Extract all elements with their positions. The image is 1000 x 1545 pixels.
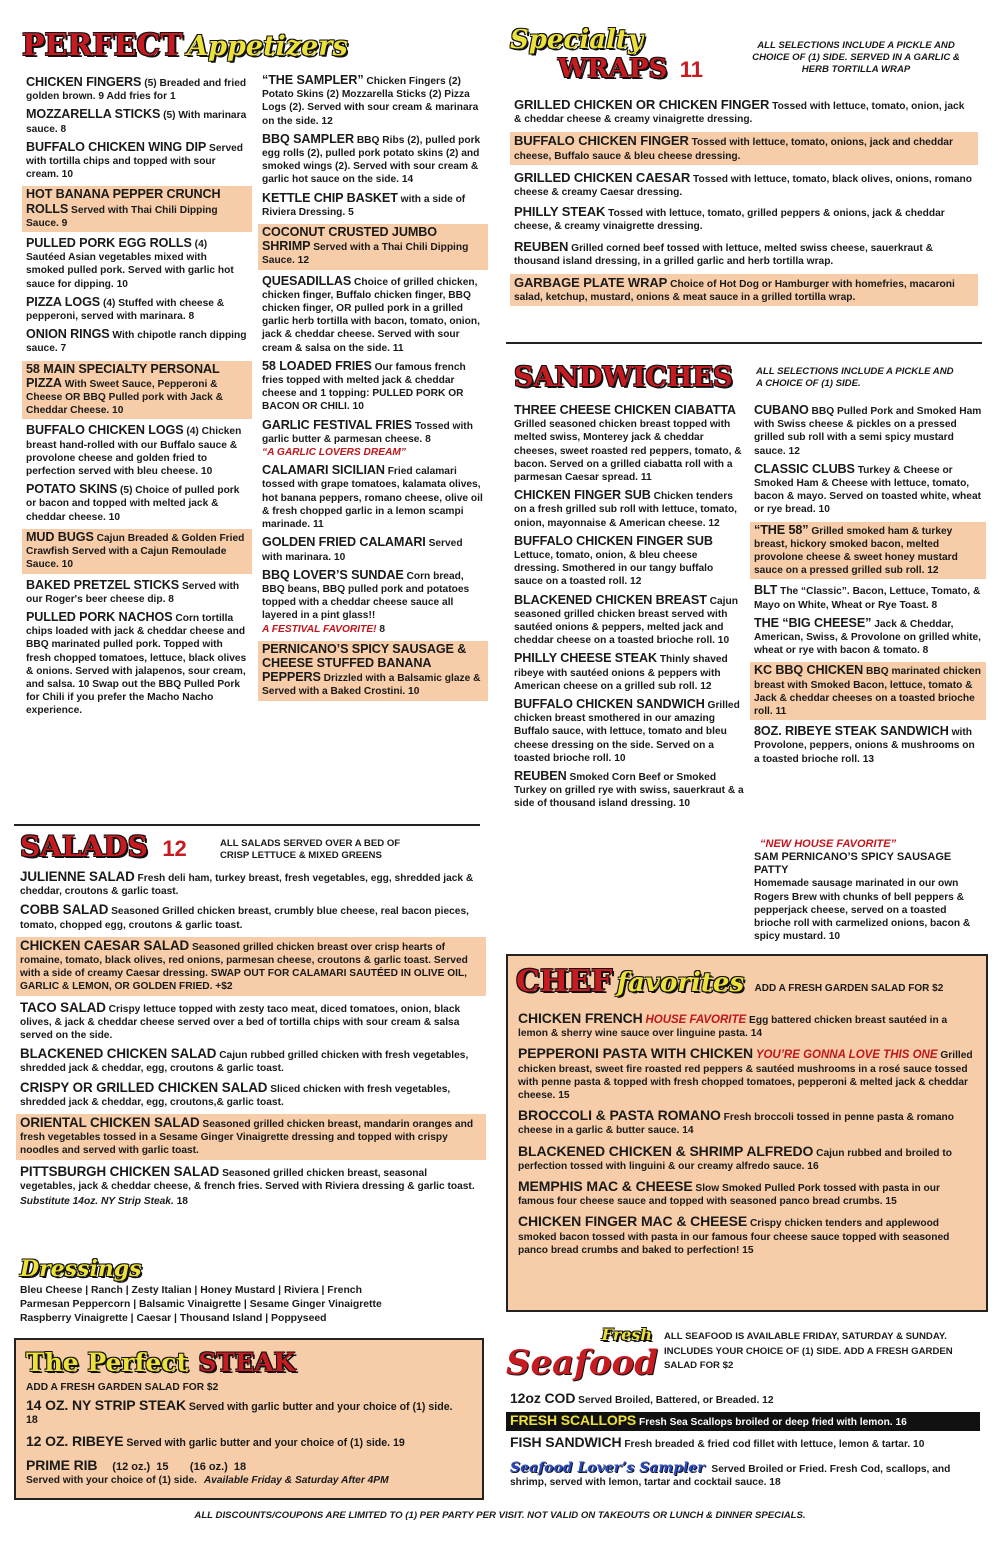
menu-item-name: CHICKEN FINGER SUB <box>514 488 651 503</box>
chef-item-name: CHICKEN FRENCH <box>518 1010 643 1026</box>
chef-item-tag: YOU’RE GONNA LOVE THIS ONE <box>755 1049 938 1062</box>
menu-item-name: COCONUT CRUSTED JUMBO SHRIMP <box>262 225 437 254</box>
chef-item <box>518 1012 974 1040</box>
menu-item <box>26 611 248 718</box>
menu-item <box>20 1047 482 1075</box>
menu-item <box>26 76 248 103</box>
menu-item <box>262 419 484 460</box>
menu-item-desc: Grilled corned beef tossed with lettuce, melted swiss cheese, sauerkraut & thousand island dressing, in a grilled garlic and herb tortilla wrap. <box>514 242 933 267</box>
chef-item-name: PEPPERONI PASTA WITH CHICKEN <box>518 1045 753 1062</box>
steak-title-a: The Perfect <box>26 1348 189 1377</box>
menu-item <box>22 361 252 420</box>
seafood-sampler-desc: Served Broiled or Fried. Fresh Cod, scallops, and shrimp, served with lemon, tartar and cocktail sauce. 18 <box>510 1464 951 1489</box>
appetizers-title-a: PERFECT <box>22 28 183 63</box>
menu-item-name: KETTLE CHIP BASKET <box>262 190 398 205</box>
menu-item-desc: Choice of Hot Dog or Hamburger with homefries, macaroni salad, ketchup, mustard, onions & meat sauce in a grilled tortilla wrap. <box>514 279 955 304</box>
menu-item-desc: Thinly shaved ribeye with sautéed onions & peppers with American cheese on a grilled sub roll. 12 <box>514 654 728 692</box>
menu-item <box>514 770 744 811</box>
salad-substitute-price: 18 <box>176 1196 188 1208</box>
menu-item <box>16 937 486 996</box>
steak-title-b: STEAK <box>198 1348 296 1377</box>
menu-item <box>26 424 248 478</box>
menu-item-name: MUD BUGS <box>26 529 94 544</box>
menu-item-name: PITTSBURGH CHICKEN SALAD <box>20 1163 220 1179</box>
menu-item-desc: The “Classic”. Bacon, Lettuce, Tomato, & Mayo on White, Wheat or Rye Toast. 8 <box>754 586 981 611</box>
chef-item <box>518 1142 974 1173</box>
dressings-line-2: Parmesan Peppercorn | Balsamic Vinaigrette | Sesame Ginger Vinaigrette <box>20 1299 382 1310</box>
menu-item <box>262 192 484 219</box>
chef-item-name: BROCCOLI & PASTA ROMANO <box>518 1107 721 1124</box>
steak-item-name: 12 OZ. RIBEYE <box>26 1433 124 1450</box>
menu-item-desc: Served with tortilla chips and topped with sour cream. 10 <box>26 142 244 181</box>
menu-item <box>754 404 982 458</box>
menu-item-name: CALAMARI SICILIAN <box>262 463 385 478</box>
menu-item <box>262 360 484 414</box>
salads-top-rule <box>14 824 480 826</box>
appetizers-right-column <box>262 74 484 706</box>
menu-item <box>258 641 488 701</box>
menu-item-desc: Choice of grilled chicken, chicken finger, Buffalo chicken finger, BBQ chicken finger, OR pulled pork in a grilled garlic herb tortilla with bacon, tomato, onion, jack & cheddar cheese. Served with sour cream & salsa on the side. 11 <box>262 276 480 354</box>
menu-item <box>26 141 248 182</box>
menu-item-name: 58 MAIN SPECIALTY PERSONAL PIZZA <box>26 361 220 390</box>
menu-item <box>514 652 744 693</box>
menu-item <box>750 522 986 580</box>
menu-item <box>514 594 744 648</box>
menu-item <box>262 569 484 636</box>
menu-item-desc: Tossed with lettuce, tomato, onion, jack & cheddar cheese & creamy vinaigrette dressing. <box>514 101 965 126</box>
menu-item-name: JULIENNE SALAD <box>20 869 135 884</box>
menu-item-name: GARBAGE PLATE WRAP <box>514 275 668 291</box>
menu-item-name: REUBEN <box>514 769 567 784</box>
wraps-note: ALL SELECTIONS INCLUDE A PICKLE AND CHOICE OF (1) SIDE. SERVED IN A GARLIC & HERB TORTILLA WRAP <box>752 40 960 75</box>
menu-item <box>26 579 248 606</box>
menu-item-name: POTATO SKINS <box>26 482 118 497</box>
chef-item-desc: Fresh broccoli tossed in penne pasta & romano cheese in a garlic & butter sauce. 14 <box>518 1112 955 1137</box>
menu-item <box>20 1081 482 1109</box>
menu-item-desc: BBQ Ribs (2), pulled pork egg rolls (2), pulled pork potato skins (2) and smoked wings (2). Served with sour cream & garlic hot sauce on the side. 14 <box>262 134 481 186</box>
chef-title-b: favorites <box>616 968 745 998</box>
house-favorite-tag: “NEW HOUSE FAVORITE” <box>760 838 897 850</box>
menu-item-desc: Tossed with garlic butter & parmesan cheese. 8 <box>262 420 473 445</box>
menu-item-name: PERNICANO’S SPICY SAUSAGE & CHEESE STUFFED BANANA PEPPERS <box>262 641 467 685</box>
menu-item-desc: (4) Stuffed with cheese & pepperoni, served with marinara. 8 <box>26 297 225 323</box>
menu-item <box>754 725 982 766</box>
menu-item-desc: Fried calamari tossed with grape tomatoes, kalamata olives, hot banana peppers, romano cheese, olive oil & fresh chopped garlic in a lemon scampi marinade. 11 <box>262 466 483 531</box>
menu-item-name: COBB SALAD <box>20 902 109 918</box>
steak-item <box>26 1399 466 1427</box>
steak-list <box>26 1399 466 1451</box>
menu-item-desc: Grilled seasoned chicken breast topped with melted swiss, Monterey jack & cheddar cheeses, sweet roasted red peppers, tomato, & bacon. Served on a grilled ciabatta roll with a parmesan Caesar spread. 11 <box>514 419 742 484</box>
menu-item <box>754 463 982 517</box>
menu-item-desc: (5) Breaded and fried golden brown. 9 Add fries for 1 <box>26 78 247 103</box>
salads-list <box>20 870 482 1213</box>
menu-item <box>26 483 248 524</box>
menu-item-name: BUFFALO CHICKEN SANDWICH <box>514 697 705 712</box>
menu-item <box>754 617 982 658</box>
menu-item-name: THE “BIG CHEESE” <box>754 615 872 630</box>
menu-item-desc: Smoked Corn Beef or Smoked Turkey on grilled rye with swiss, sauerkraut & a side of thousand island dressing. 10 <box>514 772 744 810</box>
chef-title-a: CHEF <box>516 964 613 999</box>
dressings-line-3: Raspberry Vinaigrette | Caesar | Thousand Island | Poppyseed <box>20 1313 327 1324</box>
dressings-line-1: Bleu Cheese | Ranch | Zesty Italian | Honey Mustard | Riviera | French <box>20 1285 362 1296</box>
menu-item-desc: Served with our Roger's beer cheese dip. 8 <box>26 580 240 605</box>
menu-item <box>514 240 974 268</box>
house-favorite-block <box>754 838 982 948</box>
chef-item <box>518 1215 974 1257</box>
seafood-item <box>510 1436 980 1451</box>
menu-item <box>514 205 974 233</box>
seafood-note: ALL SEAFOOD IS AVAILABLE FRIDAY, SATURDAY & SUNDAY. INCLUDES YOUR CHOICE OF (1) SIDE. ADD A FRESH GARDEN SALAD FOR $2 <box>664 1331 953 1371</box>
menu-item-desc: Corn tortilla chips loaded with jack & cheddar cheese and BBQ marinated pulled pork. Topped with fresh chopped tomatoes, lettuce, black olives & onions. Served with jalapenos, sour cream, and salsa. 10 Swap out the BBQ Pulled Pork for Chili if you prefer the Macho Nacho experience. <box>26 612 247 717</box>
chef-note: ADD A FRESH GARDEN SALAD FOR $2 <box>754 983 944 994</box>
menu-item <box>514 698 744 765</box>
menu-item-name: 58 LOADED FRIES <box>262 358 372 373</box>
menu-item-name: BUFFALO CHICKEN LOGS <box>26 423 184 438</box>
menu-item-desc: Turkey & Cheese or Smoked Ham & Cheese with lettuce, tomato, bacon & mayo. Served on toasted white, wheat or rye bread. 10 <box>754 464 982 516</box>
menu-item-name: BAKED PRETZEL STICKS <box>26 577 180 592</box>
chef-item <box>518 1047 974 1102</box>
menu-item-name: KC BBQ CHICKEN <box>754 663 864 678</box>
dressings-title: Dressings <box>20 1256 142 1282</box>
menu-item <box>20 903 482 931</box>
seafood-header <box>506 1326 666 1390</box>
menu-item-price: 8 <box>379 623 386 635</box>
menu-item <box>262 275 484 355</box>
menu-item-desc: Tossed with lettuce, tomato, onions, jack and cheddar cheese, Buffalo sauce & bleu cheese dressing. <box>514 137 953 162</box>
wraps-header <box>510 26 740 88</box>
menu-item <box>262 464 484 531</box>
menu-item-name: BBQ SAMPLER <box>262 131 354 146</box>
salad-substitute <box>20 1195 482 1208</box>
wraps-title-b: WRAPS <box>558 54 668 84</box>
sandwiches-right-column <box>754 404 982 771</box>
steak-item-name: 14 OZ. NY STRIP STEAK <box>26 1397 186 1413</box>
menu-item <box>26 237 248 291</box>
menu-item-name: PIZZA LOGS <box>26 294 101 309</box>
salads-header <box>20 830 220 870</box>
menu-item-name: REUBEN <box>514 238 569 254</box>
chef-item-name: MEMPHIS MAC & CHEESE <box>518 1178 693 1195</box>
menu-item-name: GRILLED CHICKEN OR CHICKEN FINGER <box>514 97 770 112</box>
menu-item <box>26 108 248 135</box>
menu-item-desc: Seasoned grilled chicken breast, mandarin oranges and fresh vegetables tossed in a Sesame Ginger Vinaigrette dressing and topped with crispy noodles and served with garlic toast. <box>20 1119 474 1157</box>
menu-item-desc: With chipotle ranch dipping sauce. 7 <box>26 330 247 355</box>
menu-item <box>16 1114 486 1160</box>
seafood-item <box>510 1392 980 1407</box>
menu-item-desc: BBQ marinated chicken breast with Smoked Bacon, lettuce, tomato & Jack & cheddar cheeses on a toasted brioche roll. 11 <box>754 666 981 718</box>
house-favorite-desc: Homemade sausage marinated in our own Rogers Brew with chunks of bell peppers & pepperjack cheese, served on a toasted brioche roll with carmelized onions, bacon & spicy mustard. 10 <box>754 878 971 943</box>
menu-item-desc: Cajun Breaded & Golden Fried Crawfish Served with a Cajun Remoulade Sauce. 10 <box>26 532 245 571</box>
menu-item-desc: Jack & Cheddar, American, Swiss, & Provolone on grilled white, wheat or rye with bacon & tomato. 8 <box>754 618 982 657</box>
menu-item-name: BLACKENED CHICKEN SALAD <box>20 1046 217 1062</box>
menu-item <box>514 98 974 126</box>
menu-item <box>20 1001 482 1043</box>
menu-item-name: 8OZ. RIBEYE STEAK SANDWICH <box>754 724 949 739</box>
dressings-list <box>20 1284 480 1326</box>
chef-item <box>518 1180 974 1208</box>
menu-item-desc: BBQ Pulled Pork and Smoked Ham with Swiss cheese & pickles on a pressed grilled sub roll with a semi spicy mustard sauce. 12 <box>754 406 982 457</box>
seafood-item-desc: Fresh breaded & fried cod fillet with lettuce, lemon & tartar. 10 <box>624 1439 925 1451</box>
menu-item-tag: A FESTIVAL FAVORITE! <box>262 623 377 635</box>
menu-item-desc: Drizzled with a Balsamic glaze & Served with a Baked Crostini. 10 <box>262 673 481 698</box>
menu-item-desc: with a side of Riviera Dressing. 5 <box>262 193 466 218</box>
menu-item-name: GARLIC FESTIVAL FRIES <box>262 417 412 432</box>
chef-list <box>518 1012 974 1264</box>
menu-item <box>22 529 252 574</box>
seafood-sampler-name: Seafood Lover’s Sampler <box>510 1460 705 1476</box>
chef-item-name: CHICKEN FINGER MAC & CHEESE <box>518 1213 748 1230</box>
sandwiches-top-rule <box>506 342 982 344</box>
menu-item-name: CHICKEN FINGERS <box>26 75 142 89</box>
seafood-item-desc: Fresh Sea Scallops broiled or deep fried with lemon. 16 <box>639 1417 907 1429</box>
menu-item-desc: Chicken tenders on a fresh grilled sub roll with lettuce, tomato, onion, mayonnaise & American cheese. 12 <box>514 491 738 529</box>
menu-item-name: ORIENTAL CHICKEN SALAD <box>20 1115 200 1131</box>
menu-item-name: PULLED PORK EGG ROLLS <box>26 236 192 251</box>
chef-item-desc: Cajun rubbed and broiled to perfection tossed with linguini & our creamy alfredo sauce. 16 <box>518 1147 952 1172</box>
steak-item-desc: Served with garlic butter and your choice of (1) side. 18 <box>26 1401 453 1427</box>
salads-note: ALL SALADS SERVED OVER A BED OF CRISP LETTUCE & MIXED GREENS <box>220 838 401 861</box>
seafood-list <box>510 1392 980 1457</box>
chef-item-desc: Egg battered chicken breast sautéed in a lemon & sherry wine sauce over linguine pasta. 14 <box>518 1015 948 1040</box>
appetizers-left-column <box>26 76 248 723</box>
wraps-price: 11 <box>679 57 704 82</box>
menu-item <box>262 74 484 128</box>
menu-item <box>20 1165 482 1193</box>
menu-item-desc: Cajun rubbed grilled chicken with fresh vegetables, shredded jack & cheddar, egg, croutons & garlic toast. <box>20 1050 469 1075</box>
menu-item-name: ONION RINGS <box>26 327 110 342</box>
menu-item-desc: Served with a Thai Chili Dipping Sauce. 12 <box>262 242 469 267</box>
menu-item-desc: Tossed with lettuce, tomato, black olives, onions, romano cheese & creamy Caesar dressing. <box>514 173 972 199</box>
chef-item-desc: Slow Smoked Pulled Pork tossed with pasta in our famous four cheese sauce and topped with seasoned panco bread crumbs. 15 <box>518 1183 940 1208</box>
steak-item <box>26 1435 466 1450</box>
menu-item <box>514 404 744 484</box>
menu-item-desc: Cajun seasoned grilled chicken breast served with sautéed onions & peppers, melted jack and cheddar cheese on a toasted brioche roll. 10 <box>514 595 738 647</box>
menu-item <box>20 870 482 898</box>
sandwiches-note: ALL SELECTIONS INCLUDE A PICKLE AND A CHOICE OF (1) SIDE. <box>756 366 954 389</box>
footer-disclaimer: ALL DISCOUNTS/COUPONS ARE LIMITED TO (1) PER PARTY PER VISIT. NOT VALID ON TAKEOUTS OR LUNCH & DINNER SPECIALS. <box>194 1510 806 1521</box>
menu-item-desc: Seasoned Grilled chicken breast, crumbly blue cheese, real bacon pieces, tomato, chopped egg, croutons & garlic toast. <box>20 906 469 931</box>
menu-item <box>22 186 252 232</box>
menu-item-name: CLASSIC CLUBS <box>754 461 855 476</box>
seafood-item-name: FISH SANDWICH <box>510 1434 622 1451</box>
wraps-title-a: Specialty <box>510 25 644 55</box>
menu-item-desc: Sliced chicken with fresh vegetables, shredded jack & cheddar, egg, croutons,& garlic toast. <box>20 1083 451 1108</box>
sandwiches-title: SANDWICHES <box>514 362 733 393</box>
menu-item-name: GRILLED CHICKEN CAESAR <box>514 169 691 185</box>
menu-item-name: BUFFALO CHICKEN WING DIP <box>26 139 207 154</box>
chef-item-name: BLACKENED CHICKEN & SHRIMP ALFREDO <box>518 1142 814 1159</box>
prime-rib-item <box>26 1456 466 1487</box>
menu-item <box>26 296 248 323</box>
menu-item-name: CUBANO <box>754 403 809 417</box>
menu-item-name: PHILLY STEAK <box>514 204 606 220</box>
menu-item-desc: Lettuce, tomato, onion, & bleu cheese dressing. Smothered in our tangy buffalo sauce on a toasted roll. 12 <box>514 550 714 588</box>
seafood-item-name: 12oz COD <box>510 1390 576 1406</box>
seafood-item <box>506 1412 980 1431</box>
menu-item-desc: Grilled smoked ham & turkey breast, hickory smoked bacon, melted provolone cheese & sweet honey mustard sauce on a pressed grilled sub roll. 12 <box>754 525 958 577</box>
seafood-title-a: Fresh <box>601 1325 652 1344</box>
menu-item-name: “THE 58” <box>754 522 809 537</box>
chef-header <box>516 964 976 999</box>
house-favorite-item <box>754 851 982 943</box>
menu-item-name: PHILLY CHEESE STEAK <box>514 651 657 666</box>
menu-item-name: “THE SAMPLER” <box>262 73 364 87</box>
menu-item <box>510 274 978 306</box>
menu-item-name: PULLED PORK NACHOS <box>26 609 173 624</box>
seafood-title-b: Seafood <box>506 1343 658 1383</box>
menu-item-desc: with Provolone, peppers, onions & mushrooms on a toasted brioche roll. 13 <box>754 727 975 765</box>
menu-item-desc: Crispy lettuce topped with zesty taco meat, diced tomatoes, onion, black olives, & jack & cheddar cheese served over a bed of tortilla chips with sour cream & salsa served on the side. <box>20 1003 461 1042</box>
menu-item-desc: Tossed with lettuce, tomato, grilled peppers & onions, jack & cheddar cheese, & creamy vinaigrette dressing. <box>514 208 945 233</box>
menu-item-name: BUFFALO CHICKEN FINGER <box>514 133 689 149</box>
steak-note: ADD A FRESH GARDEN SALAD FOR $2 <box>26 1382 219 1393</box>
menu-item <box>262 133 484 187</box>
menu-item-desc: Fresh deli ham, turkey breast, fresh vegetables, egg, shredded jack & cheddar, croutons & garlic toast. <box>20 873 474 898</box>
menu-item-name: BUFFALO CHICKEN FINGER SUB <box>514 533 713 548</box>
steak-content <box>26 1382 466 1492</box>
seafood-item-desc: Served Broiled, Battered, or Breaded. 12 <box>578 1395 774 1406</box>
menu-item-name: MOZZARELLA STICKS <box>26 107 161 122</box>
menu-item-name: THREE CHEESE CHICKEN CIABATTA <box>514 403 736 417</box>
menu-item-desc: Served with Thai Chili Dipping Sauce. 9 <box>26 204 218 229</box>
menu-item-desc: Corn bread, BBQ beans, BBQ pulled pork and potatoes topped with a cheddar cheese sauce all layered in a pint glass!! <box>262 570 470 622</box>
menu-item <box>514 535 744 589</box>
menu-item-name: BLT <box>754 583 778 598</box>
menu-item-desc: (5) With marinara sauce. 8 <box>26 110 247 135</box>
appetizers-title-b: Appetizers <box>187 31 348 62</box>
prime-rib-availability: Available Friday & Saturday After 4PM <box>203 1474 389 1486</box>
prime-rib-name: PRIME RIB <box>26 1456 98 1473</box>
salad-substitute-text: Substitute 14oz. NY Strip Steak. <box>20 1196 174 1208</box>
menu-item-name: GOLDEN FRIED CALAMARI <box>262 535 426 550</box>
wraps-list <box>514 98 974 312</box>
prime-rib-desc: Served with your choice of (1) side. <box>26 1474 197 1486</box>
seafood-item-name: FRESH SCALLOPS <box>510 1412 637 1429</box>
menu-item-desc: (5) Choice of pulled pork or bacon and topped with melted jack & cheddar cheese. 10 <box>26 485 240 523</box>
menu-item-desc: Grilled chicken breast smothered in our amazing Buffalo sauce, with lettuce, tomato and bleu cheese dressing on the side. Served on a toasted brioche roll. 10 <box>514 700 740 764</box>
menu-item-name: BBQ LOVER’S SUNDAE <box>262 567 404 582</box>
menu-item <box>754 584 982 611</box>
menu-item-name: TACO SALAD <box>20 999 106 1015</box>
sandwiches-left-column <box>514 404 744 816</box>
appetizers-header <box>22 28 402 68</box>
chef-item-desc: Grilled chicken breast, sweet fire roasted red peppers & sautéed mushrooms in a rosé sauce tossed with penne pasta & topped with fresh chopped tomatoes, pepperoni & melted jack & cheddar cheese. 15 <box>518 1050 973 1102</box>
prime-rib-prices: (12 oz.) 15 (16 oz.) 18 <box>112 1460 247 1473</box>
menu-item <box>514 489 744 530</box>
seafood-sampler <box>510 1462 978 1489</box>
menu-item-desc: (4) Sautéed Asian vegetables mixed with smoked pulled pork. Served with garlic hot sauce for dipping. 10 <box>26 239 234 290</box>
menu-item-name: HOT BANANA PEPPER CRUNCH ROLLS <box>26 187 221 216</box>
menu-item-desc: Served with marinara. 10 <box>262 538 463 563</box>
menu-item <box>262 536 484 563</box>
house-favorite-name: SAM PERNICANO’S SPICY SAUSAGE PATTY <box>754 851 952 877</box>
menu-item <box>26 328 248 355</box>
menu-item <box>750 662 986 720</box>
menu-item-desc: Seasoned grilled chicken breast over crisp hearts of romaine, tomato, black olives, red onions, parmesan cheese, croutons & garlic toast. Served with a side of creamy Caesar dressing. SWAP OUT FOR CALAMARI SAUTÉED IN OLIVE OIL, GARLIC & LEMON, OR GOLDEN FRIED. +$2 <box>20 941 468 993</box>
chef-item-desc: Crispy chicken tenders and applewood smoked bacon tossed with pasta in our famous four cheese sauce topped with seasoned panco bread crumbs and baked to perfection! 15 <box>518 1218 950 1256</box>
menu-item-desc: With Sweet Sauce, Pepperoni & Cheese OR BBQ Pulled pork with Jack & Cheddar Cheese. 10 <box>26 378 224 417</box>
steak-item-desc: Served with garlic butter and your choice of (1) side. 19 <box>126 1437 405 1450</box>
steak-header <box>26 1348 466 1377</box>
menu-item-desc: (4) Chicken breast hand-rolled with our Buffalo sauce & provolone cheese and golden fried to perfection served with bleu cheese. 10 <box>26 426 242 478</box>
salads-title: SALADS <box>20 830 148 863</box>
menu-item <box>258 224 488 270</box>
menu-item <box>514 171 974 199</box>
menu-item <box>510 132 978 164</box>
menu-item-name: CHICKEN CAESAR SALAD <box>20 937 190 953</box>
menu-item-tag: “A GARLIC LOVERS DREAM” <box>262 447 406 459</box>
menu-item-desc: Our famous french fries topped with melted jack & cheddar cheese and 1 topping: PULLED PORK OR BACON OR CHILI. 10 <box>262 361 466 413</box>
menu-item-name: BLACKENED CHICKEN BREAST <box>514 592 707 607</box>
menu-item-name: QUESADILLAS <box>262 273 352 288</box>
menu-item-desc: Chicken Fingers (2) Potato Skins (2) Mozzarella Sticks (2) Pizza Logs (2). Served with sour cream & marinara on the side. 12 <box>262 76 479 127</box>
menu-item-name: CRISPY OR GRILLED CHICKEN SALAD <box>20 1079 268 1095</box>
chef-item-tag: HOUSE FAVORITE <box>645 1014 747 1026</box>
salads-price: 12 <box>162 836 187 861</box>
chef-item <box>518 1109 974 1137</box>
menu-item-desc: Seasoned grilled chicken breast, seasonal vegetables, jack & cheddar cheese, & french fries. Served with Riviera dressing & garlic toast. <box>20 1167 475 1192</box>
